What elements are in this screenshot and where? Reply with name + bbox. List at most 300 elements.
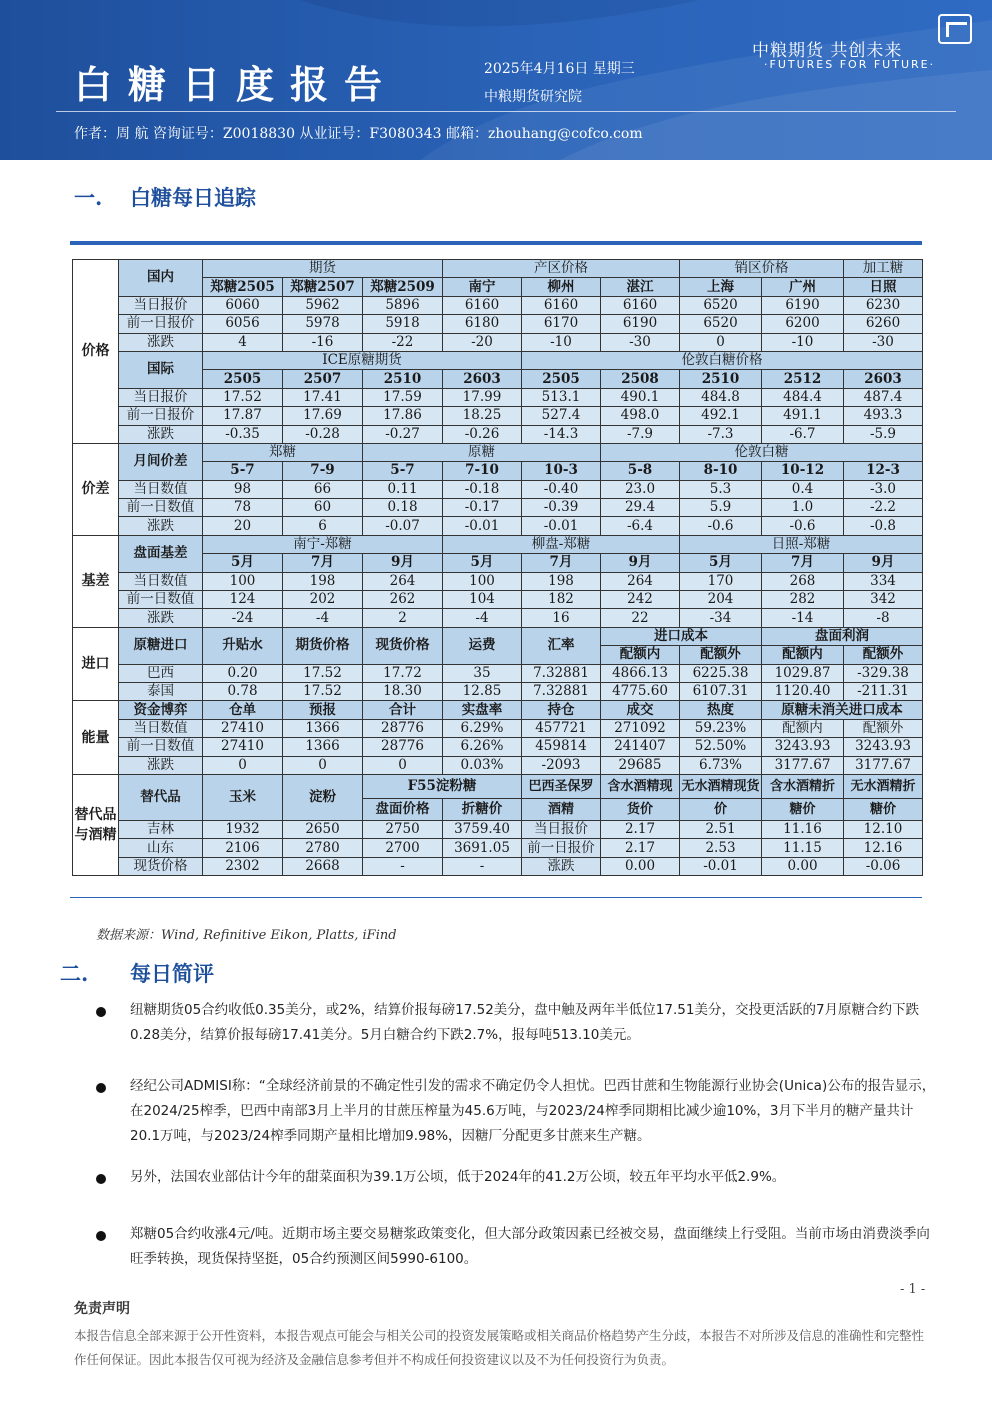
table-cell: 4 — [203, 333, 283, 351]
table-cell: 60 — [283, 499, 363, 517]
column-header: 7月 — [522, 554, 601, 572]
table-cell: -3.0 — [844, 480, 923, 498]
column-header: 2510 — [680, 370, 762, 388]
header-ice-raw-sugar: ICE原糖期货 — [203, 351, 522, 369]
table-cell: 0.18 — [363, 499, 443, 517]
table-cell: 0.4 — [762, 480, 844, 498]
table-cell: 182 — [522, 591, 601, 609]
row-label: 当日数值 — [119, 719, 203, 737]
table-cell: -0.01 — [680, 857, 762, 875]
table-cell: 17.52 — [203, 388, 283, 406]
header-sales-price: 销区价格 — [680, 260, 844, 278]
section2-title: 每日简评 — [130, 961, 214, 986]
header-raw-sugar: 原糖 — [363, 443, 601, 461]
table-cell: -14 — [762, 609, 844, 627]
table-cell: 198 — [283, 572, 363, 590]
table-cell: 264 — [363, 572, 443, 590]
table-cell: -4 — [283, 609, 363, 627]
table-cell: 配额外 — [844, 719, 923, 737]
column-header: 2507 — [283, 370, 363, 388]
column-header: 仓单 — [203, 701, 283, 719]
table-row — [73, 857, 923, 875]
table-cell: 124 — [203, 591, 283, 609]
table-cell: -20 — [443, 333, 522, 351]
table-cell: 2668 — [283, 857, 363, 875]
table-cell: 0.00 — [762, 857, 844, 875]
column-header: 折糖价 — [443, 798, 522, 820]
column-header: 现货价格 — [363, 627, 443, 664]
header-liuzhou-basis: 柳盘-郑糖 — [443, 535, 680, 553]
table-cell: -0.35 — [203, 425, 283, 443]
table-cell: 1366 — [283, 738, 363, 756]
brand-slogan: 中粮期货 共创未来 — [752, 41, 903, 61]
table-cell: 78 — [203, 499, 283, 517]
table-cell: 27410 — [203, 719, 283, 737]
table-cell: 29.4 — [601, 499, 680, 517]
column-header: 7-10 — [443, 462, 522, 480]
table-cell: 22 — [601, 609, 680, 627]
row-label: 山东 — [119, 839, 203, 857]
column-header: 巴西圣保罗 — [522, 774, 601, 798]
header-rizhao-basis: 日照-郑糖 — [680, 535, 923, 553]
column-header: 成交 — [601, 701, 680, 719]
commentary-paragraph: 经纪公司ADMISI称：“全球经济前景的不确定性引发的需求不确定仍令人担忧。巴西甘蔗和生物能源行业协会(Unica)公布的报告显示，在2024/25榨季，巴西中南部3月上半月的甘蔗压榨量为45.6万吨，与2023/24榨季同期相比减少逾10%，3月下半月的糖产量共计20.1万吨，与2023/24榨季同期产量相比增加9.98%，因糖厂分配更多甘蔗来生产糖。 — [130, 1078, 936, 1144]
table-cell: 20 — [203, 517, 283, 535]
table-cell: 0 — [680, 333, 762, 351]
column-header: 配额内 — [601, 646, 680, 664]
column-header: 郑糖2507 — [283, 278, 363, 296]
table-row — [73, 572, 923, 590]
table-cell: 6170 — [522, 315, 601, 333]
table-row — [73, 627, 923, 645]
table-row — [73, 333, 923, 351]
table-cell: -0.39 — [522, 499, 601, 517]
commentary-paragraph: 郑糖05合约收涨4元/吨。近期市场主要交易糖浆政策变化，但大部分政策因素已经被交易，盘面继续上行受阻。当前市场由消费淡季向旺季转换，现货保持坚挺，05合约预测区间5990-6100。 — [130, 1226, 930, 1267]
table-row — [73, 701, 923, 719]
table-cell: 2 — [363, 609, 443, 627]
section1-rule — [70, 241, 922, 245]
bullet-dot — [96, 1231, 106, 1241]
table-row — [73, 480, 923, 498]
table-cell: 17.41 — [283, 388, 363, 406]
column-header: 配额外 — [680, 646, 762, 664]
disclaimer-title: 免责声明 — [74, 1301, 130, 1317]
table-cell: 2302 — [203, 857, 283, 875]
header-origin-price: 产区价格 — [443, 260, 680, 278]
row-label: 泰国 — [119, 682, 203, 700]
row-label: 现货价格 — [119, 857, 203, 875]
table-row — [73, 443, 923, 461]
table-cell: 16 — [522, 609, 601, 627]
table-row — [73, 517, 923, 535]
table-cell: -0.06 — [844, 857, 923, 875]
table-cell: -5.9 — [844, 425, 923, 443]
table-cell: 342 — [844, 591, 923, 609]
group-label-energy: 能量 — [73, 701, 119, 775]
table-cell: 5896 — [363, 296, 443, 314]
column-header: 玉米 — [203, 774, 283, 820]
column-header: 5-8 — [601, 462, 680, 480]
section1-title: 白糖每日追踪 — [130, 185, 256, 210]
report-org: 中粮期货研究院 — [484, 89, 582, 105]
table-cell: 23.0 — [601, 480, 680, 498]
group-label-substitutes: 替代品与酒精 — [73, 774, 119, 875]
table-cell: 2780 — [283, 839, 363, 857]
column-header: 5月 — [203, 554, 283, 572]
table-cell: 28776 — [363, 719, 443, 737]
column-header: 2603 — [443, 370, 522, 388]
column-header: 运费 — [443, 627, 522, 664]
table-cell: -30 — [601, 333, 680, 351]
table-cell: 1366 — [283, 719, 363, 737]
table-cell: 6230 — [844, 296, 923, 314]
commentary-paragraph: 纽糖期货05合约收低0.35美分，或2%，结算价报每磅17.52美分，盘中触及两年半低位17.51美分，交投更活跃的7月原糖合约下跌0.28美分，结算价报每磅17.41美分。5月白糖合约下跌2.7%，报每吨513.10美元。 — [130, 1002, 920, 1043]
row-label: 当日数值 — [119, 480, 203, 498]
table-cell: 12.85 — [443, 682, 522, 700]
table-cell: -2.2 — [844, 499, 923, 517]
table-cell: 0 — [203, 756, 283, 774]
table-cell: -6.7 — [762, 425, 844, 443]
table-cell: -329.38 — [844, 664, 923, 682]
table-row — [73, 296, 923, 314]
column-header: 5-7 — [203, 462, 283, 480]
table-cell: -0.8 — [844, 517, 923, 535]
subgroup-domestic: 国内 — [119, 260, 203, 297]
column-header: 南宁 — [443, 278, 522, 296]
table-cell: 35 — [443, 664, 522, 682]
table-body — [73, 260, 923, 876]
column-header: 2510 — [363, 370, 443, 388]
table-cell: 170 — [680, 572, 762, 590]
column-header: 糖价 — [844, 798, 923, 820]
table-cell: 12.10 — [844, 820, 923, 838]
column-header: 9月 — [844, 554, 923, 572]
table-cell: 5918 — [363, 315, 443, 333]
table-cell: -0.6 — [762, 517, 844, 535]
column-header: 合计 — [363, 701, 443, 719]
table-cell: 198 — [522, 572, 601, 590]
table-cell: 7.32881 — [522, 682, 601, 700]
table-cell: - — [363, 857, 443, 875]
table-cell: 11.15 — [762, 839, 844, 857]
table-cell: 3759.40 — [443, 820, 522, 838]
table-cell: - — [443, 857, 522, 875]
table-cell: 28776 — [363, 738, 443, 756]
subgroup-month-spread: 月间价差 — [119, 443, 203, 480]
table-row — [73, 609, 923, 627]
table-cell: -0.27 — [363, 425, 443, 443]
table-cell: 1120.40 — [762, 682, 844, 700]
table-cell: 0 — [283, 756, 363, 774]
table-cell: 11.16 — [762, 820, 844, 838]
column-header: 替代品 — [119, 774, 203, 820]
column-header: 原糖进口 — [119, 627, 203, 664]
table-cell: 0.11 — [363, 480, 443, 498]
column-header: 7-9 — [283, 462, 363, 480]
column-header: 9月 — [601, 554, 680, 572]
table-cell: 6190 — [762, 296, 844, 314]
table-cell: 2.17 — [601, 820, 680, 838]
column-header: 7月 — [762, 554, 844, 572]
table-cell: 5962 — [283, 296, 363, 314]
table-row — [73, 820, 923, 838]
row-label: 涨跌 — [119, 425, 203, 443]
row-label: 涨跌 — [119, 609, 203, 627]
column-header: 酒精 — [522, 798, 601, 820]
report-date: 2025年4月16日 星期三 — [484, 61, 635, 77]
table-cell: 52.50% — [680, 738, 762, 756]
table-cell: 527.4 — [522, 407, 601, 425]
header-import-cost: 进口成本 — [601, 627, 762, 645]
table-cell: 3691.05 — [443, 839, 522, 857]
table-cell: 2700 — [363, 839, 443, 857]
column-header: 8-10 — [680, 462, 762, 480]
table-cell: 2.53 — [680, 839, 762, 857]
table-cell: -0.17 — [443, 499, 522, 517]
table-cell: 4775.60 — [601, 682, 680, 700]
group-label-spread: 价差 — [73, 443, 119, 535]
page-number: - 1 - — [900, 1282, 926, 1297]
data-source: 数据来源：Wind, Refinitive Eikon, Platts, iFind — [96, 928, 397, 943]
header-processed-sugar: 加工糖 — [844, 260, 923, 278]
table-cell: -0.01 — [522, 517, 601, 535]
header-import-profit: 盘面利润 — [762, 627, 923, 645]
table-cell: -8 — [844, 609, 923, 627]
table-cell: 100 — [203, 572, 283, 590]
commentary-paragraph: 另外，法国农业部估计今年的甜菜面积为39.1万公顷，低于2024年的41.2万公顷，较五年平均水平低2.9%。 — [130, 1169, 786, 1185]
table-cell: 66 — [283, 480, 363, 498]
column-header: 持仓 — [522, 701, 601, 719]
header-f55-starch-sugar: F55淀粉糖 — [363, 774, 522, 798]
row-label: 前一日数值 — [119, 591, 203, 609]
table-row — [73, 351, 923, 369]
table-cell: 498.0 — [601, 407, 680, 425]
table-cell: 6.29% — [443, 719, 522, 737]
column-header: 淀粉 — [283, 774, 363, 820]
column-header: 广州 — [762, 278, 844, 296]
table-cell: 0.03% — [443, 756, 522, 774]
table-cell: 0.20 — [203, 664, 283, 682]
table-row — [73, 535, 923, 553]
table-row — [73, 591, 923, 609]
table-cell: -4 — [443, 609, 522, 627]
table-cell: 490.1 — [601, 388, 680, 406]
table-cell: -7.3 — [680, 425, 762, 443]
section2-number: 二. — [60, 961, 89, 986]
column-header: 2505 — [203, 370, 283, 388]
column-header: 热度 — [680, 701, 762, 719]
table-row — [73, 425, 923, 443]
column-header: 含水酒精现 — [601, 774, 680, 798]
column-header: 9月 — [363, 554, 443, 572]
table-cell: 334 — [844, 572, 923, 590]
table-cell: 492.1 — [680, 407, 762, 425]
table-cell: 17.99 — [443, 388, 522, 406]
table-cell: -16 — [283, 333, 363, 351]
table-cell: 6 — [283, 517, 363, 535]
table-cell: -0.6 — [680, 517, 762, 535]
table-cell: -30 — [844, 333, 923, 351]
bullet-dot — [96, 1007, 106, 1017]
column-header: 上海 — [680, 278, 762, 296]
row-label: 巴西 — [119, 664, 203, 682]
column-header: 郑糖2509 — [363, 278, 443, 296]
table-cell: 5978 — [283, 315, 363, 333]
table-cell: 17.52 — [283, 664, 363, 682]
table-cell: 29685 — [601, 756, 680, 774]
table-cell: 2650 — [283, 820, 363, 838]
table-cell: -24 — [203, 609, 283, 627]
table-cell: 18.25 — [443, 407, 522, 425]
table-cell: 271092 — [601, 719, 680, 737]
table-cell: 0.78 — [203, 682, 283, 700]
column-header: 配额外 — [844, 646, 923, 664]
table-cell: 6190 — [601, 315, 680, 333]
table-cell: -2093 — [522, 756, 601, 774]
subgroup-basis: 盘面基差 — [119, 535, 203, 572]
table-cell: 18.30 — [363, 682, 443, 700]
table-cell: 3243.93 — [762, 738, 844, 756]
row-label: 涨跌 — [522, 857, 601, 875]
column-header: 柳州 — [522, 278, 601, 296]
table-cell: -0.18 — [443, 480, 522, 498]
column-header: 实盘率 — [443, 701, 522, 719]
column-header: 无水酒精现货 — [680, 774, 762, 798]
column-header: 5月 — [680, 554, 762, 572]
column-header: 升贴水 — [203, 627, 283, 664]
row-label: 当日报价 — [119, 388, 203, 406]
table-cell: -0.40 — [522, 480, 601, 498]
table-cell: 17.59 — [363, 388, 443, 406]
table-cell: 27410 — [203, 738, 283, 756]
table-cell: 1932 — [203, 820, 283, 838]
row-label: 当日报价 — [119, 296, 203, 314]
column-header: 5-7 — [363, 462, 443, 480]
table-cell: 17.69 — [283, 407, 363, 425]
table-cell: -10 — [762, 333, 844, 351]
column-header: 2512 — [762, 370, 844, 388]
column-header: 郑糖2505 — [203, 278, 283, 296]
table-cell: 1.0 — [762, 499, 844, 517]
table-cell: 484.4 — [762, 388, 844, 406]
table-cell: 264 — [601, 572, 680, 590]
table-cell: 204 — [680, 591, 762, 609]
brand-slogan-en: ·FUTURES FOR FUTURE· — [764, 58, 936, 71]
table-cell: 6160 — [443, 296, 522, 314]
table-cell: -14.3 — [522, 425, 601, 443]
report-title: 白糖日度报告 — [74, 62, 399, 107]
column-header: 无水酒精折 — [844, 774, 923, 798]
table-cell: -0.26 — [443, 425, 522, 443]
column-header: 10-12 — [762, 462, 844, 480]
column-header: 10-3 — [522, 462, 601, 480]
table-row — [73, 388, 923, 406]
table-cell: 17.87 — [203, 407, 283, 425]
table-cell: 6180 — [443, 315, 522, 333]
subgroup-international: 国际 — [119, 351, 203, 388]
table-row — [73, 664, 923, 682]
table-cell: 17.86 — [363, 407, 443, 425]
table-cell: -0.01 — [443, 517, 522, 535]
section1-number: 一. — [74, 185, 103, 210]
row-label: 吉林 — [119, 820, 203, 838]
table-cell: 6520 — [680, 315, 762, 333]
table-cell: 6.26% — [443, 738, 522, 756]
table-cell: 0.00 — [601, 857, 680, 875]
group-label-basis: 基差 — [73, 535, 119, 627]
table-cell: -7.9 — [601, 425, 680, 443]
column-header: 配额内 — [762, 646, 844, 664]
column-header: 日照 — [844, 278, 923, 296]
table-cell: 98 — [203, 480, 283, 498]
disclaimer-text: 本报告信息全部来源于公开性资料，本报告观点可能会与相关公司的投资发展策略或相关商品价格趋势产生分歧，本报告不对所涉及信息的准确性和完整性作任何保证。因此本报告仅可视为经济及金融信息参考但并不构成任何投资建议以及不为任何投资行为负责。 — [74, 1328, 925, 1367]
table-row — [73, 756, 923, 774]
row-label: 前一日报价 — [119, 315, 203, 333]
table-cell: 6.73% — [680, 756, 762, 774]
table-cell: 17.72 — [363, 664, 443, 682]
table-cell: 2106 — [203, 839, 283, 857]
column-header: 资金博弈 — [119, 701, 203, 719]
header-nanning-basis: 南宁-郑糖 — [203, 535, 443, 553]
table-cell: 487.4 — [844, 388, 923, 406]
table-cell: 6200 — [762, 315, 844, 333]
column-header: 价 — [680, 798, 762, 820]
column-header: 7月 — [283, 554, 363, 572]
table-cell: 491.1 — [762, 407, 844, 425]
table-cell: -34 — [680, 609, 762, 627]
table-cell: 202 — [283, 591, 363, 609]
table-cell: 6160 — [522, 296, 601, 314]
table-cell: 484.8 — [680, 388, 762, 406]
table-row — [73, 260, 923, 278]
table-cell: 6260 — [844, 315, 923, 333]
table-cell: 6225.38 — [680, 664, 762, 682]
table-row — [73, 774, 923, 798]
table-row — [73, 839, 923, 857]
table-cell: 282 — [762, 591, 844, 609]
table-row — [73, 738, 923, 756]
header-london-white: 伦敦白糖价格 — [522, 351, 923, 369]
table-cell: 268 — [762, 572, 844, 590]
table-row — [73, 315, 923, 333]
table-row — [73, 407, 923, 425]
table-cell: -0.07 — [363, 517, 443, 535]
row-label: 涨跌 — [119, 756, 203, 774]
table-cell: 459814 — [522, 738, 601, 756]
column-header: 12-3 — [844, 462, 923, 480]
table-cell: 2.17 — [601, 839, 680, 857]
table-bottom-rule — [70, 897, 922, 898]
table-cell: 241407 — [601, 738, 680, 756]
author-info: 作者：周 航 咨询证号：Z0018830 从业证号：F3080343 邮箱：zhouhang@cofco.com — [74, 126, 643, 142]
table-cell: -211.31 — [844, 682, 923, 700]
table-cell: 457721 — [522, 719, 601, 737]
table-cell: 17.52 — [283, 682, 363, 700]
table-cell: 5.9 — [680, 499, 762, 517]
header-divider — [56, 111, 956, 112]
table-cell: 6107.31 — [680, 682, 762, 700]
table-cell: 12.16 — [844, 839, 923, 857]
header-london-white: 伦敦白糖 — [601, 443, 923, 461]
bullet-dot — [96, 1174, 106, 1184]
report-header — [0, 0, 992, 160]
table-cell: 1029.87 — [762, 664, 844, 682]
header-zhengtang: 郑糖 — [203, 443, 363, 461]
table-cell: 2.51 — [680, 820, 762, 838]
table-cell: 59.23% — [680, 719, 762, 737]
table-cell: -10 — [522, 333, 601, 351]
row-label: 涨跌 — [119, 517, 203, 535]
